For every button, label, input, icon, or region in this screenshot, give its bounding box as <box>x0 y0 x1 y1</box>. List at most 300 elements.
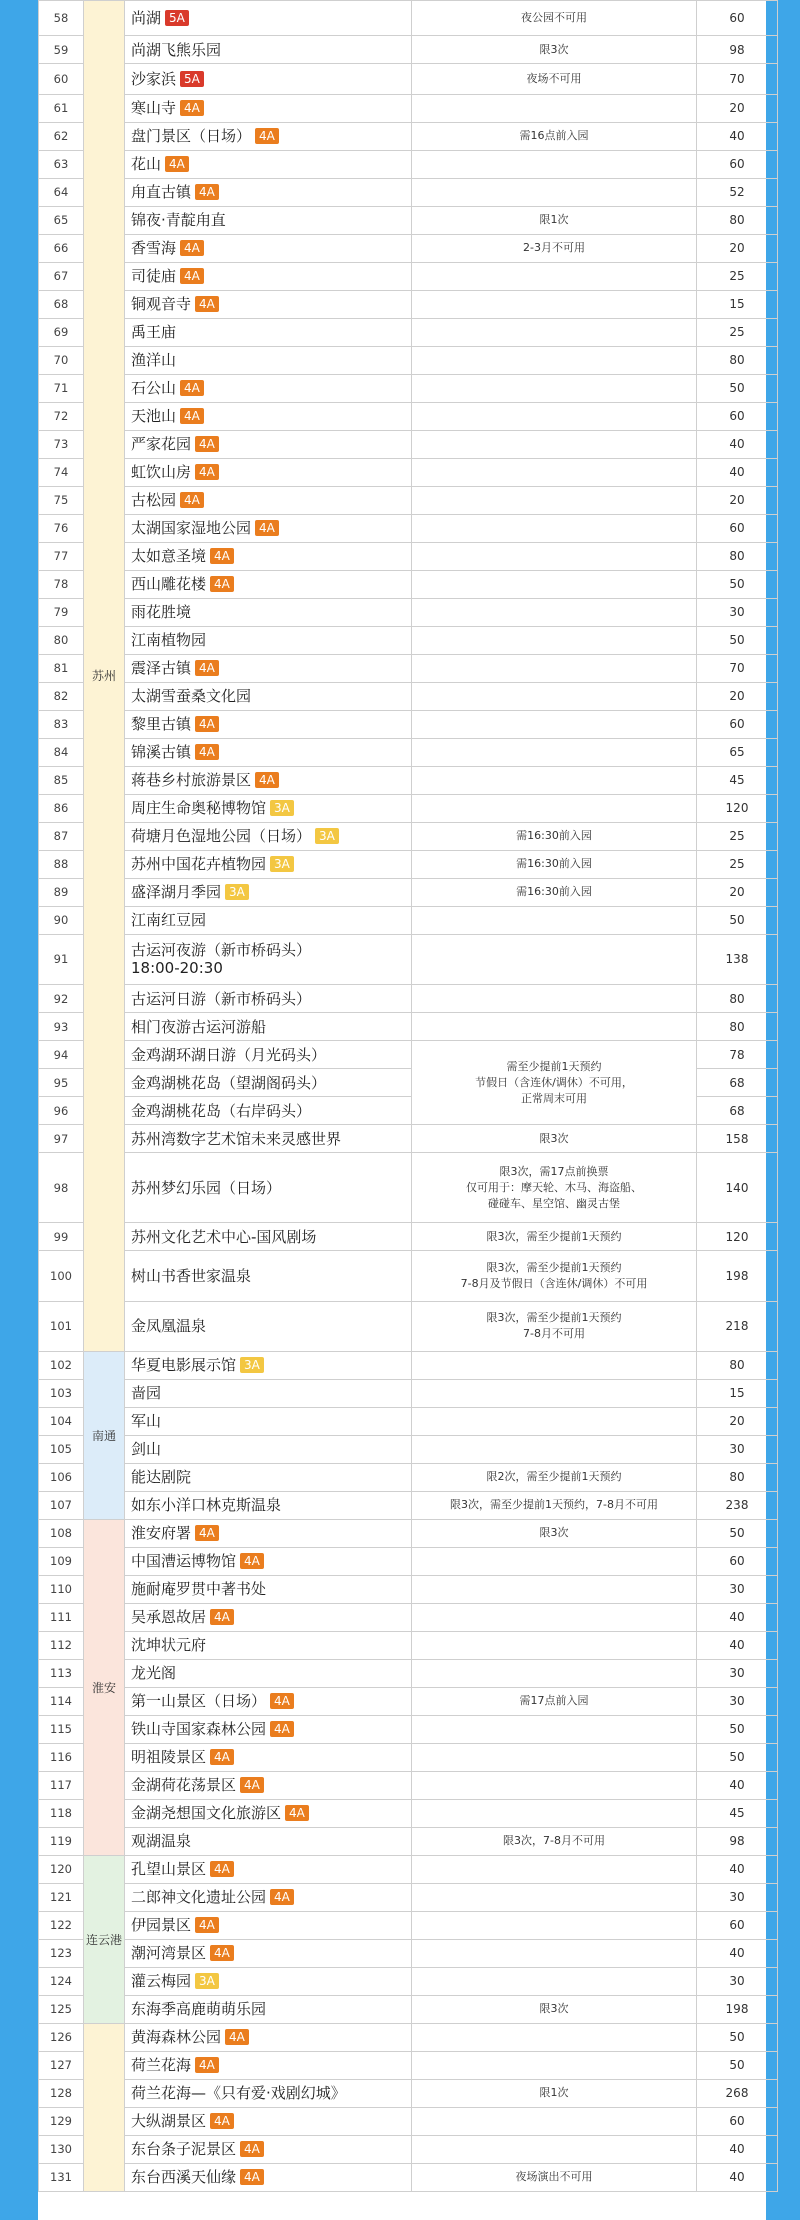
price-cell: 98 <box>697 36 778 64</box>
attraction-name: 金凤凰温泉 <box>131 1317 207 1336</box>
table-row <box>39 1351 778 1379</box>
attraction-name: 孔望山景区 <box>131 1860 207 1879</box>
table-row <box>39 1631 778 1659</box>
price-cell: 15 <box>697 1379 778 1407</box>
table-row <box>39 1939 778 1967</box>
price-cell: 68 <box>697 1097 778 1125</box>
note-cell: 限3次，7-8月不可用 <box>412 1827 697 1855</box>
price-cell: 268 <box>697 2079 778 2107</box>
rating-badge: 4A <box>240 1553 264 1569</box>
row-number: 117 <box>39 1771 84 1799</box>
table-row <box>39 1041 778 1069</box>
row-number: 88 <box>39 850 84 878</box>
rating-badge: 4A <box>255 128 279 144</box>
note-cell: 需16:30前入园 <box>412 822 697 850</box>
row-number: 84 <box>39 738 84 766</box>
row-number: 70 <box>39 346 84 374</box>
row-number: 109 <box>39 1547 84 1575</box>
attraction-name: 荷兰花海—《只有爱·戏剧幻城》 <box>131 2084 346 2103</box>
table-row <box>39 934 778 984</box>
attraction-name-cell <box>125 1883 412 1911</box>
note-cell <box>412 985 697 1013</box>
table-row <box>39 1827 778 1855</box>
note-cell <box>412 906 697 934</box>
attraction-name-cell <box>125 290 412 318</box>
attraction-name: 香雪海 <box>131 239 177 258</box>
attraction-name-cell <box>125 374 412 402</box>
attraction-name: 观湖温泉 <box>131 1832 192 1851</box>
price-cell: 70 <box>697 654 778 682</box>
attraction-name-cell <box>125 1603 412 1631</box>
rating-badge: 4A <box>210 1945 234 1961</box>
attraction-name: 蒋巷乡村旅游景区 <box>131 771 252 790</box>
table-row <box>39 1603 778 1631</box>
attraction-name: 金鸡湖桃花岛（望湖阁码头） <box>131 1073 327 1092</box>
price-cell: 30 <box>697 1883 778 1911</box>
attraction-name-cell <box>125 542 412 570</box>
attraction-name-cell <box>125 710 412 738</box>
attraction-name-cell <box>125 1659 412 1687</box>
price-cell: 80 <box>697 542 778 570</box>
table-row <box>39 1125 778 1153</box>
row-number: 65 <box>39 206 84 234</box>
note-cell <box>412 1799 697 1827</box>
attraction-name: 锦夜·青靛甪直 <box>131 211 226 230</box>
attraction-name: 锦溪古镇 <box>131 743 192 762</box>
table-row <box>39 1771 778 1799</box>
attraction-name-cell <box>125 178 412 206</box>
attraction-name-cell <box>125 1715 412 1743</box>
attraction-name: 寒山寺 <box>131 99 177 118</box>
attraction-name-cell <box>125 1687 412 1715</box>
row-number: 107 <box>39 1491 84 1519</box>
note-cell: 需16:30前入园 <box>412 850 697 878</box>
city-cell <box>84 2023 125 2191</box>
attraction-name-cell <box>125 626 412 654</box>
rating-badge: 4A <box>195 1525 219 1541</box>
attraction-name-cell <box>125 1153 412 1223</box>
table-row <box>39 1659 778 1687</box>
table-row <box>39 906 778 934</box>
attraction-name-cell <box>125 150 412 178</box>
table-row <box>39 1883 778 1911</box>
note-cell <box>412 1659 697 1687</box>
attraction-name: 天池山 <box>131 407 177 426</box>
attraction-name: 啬园 <box>131 1384 162 1403</box>
note-cell: 需至少提前1天预约 节假日（含连休/调休）不可用， 正常周末可用 <box>412 1041 697 1125</box>
price-cell: 60 <box>697 150 778 178</box>
price-cell: 30 <box>697 1659 778 1687</box>
table-row <box>39 794 778 822</box>
row-number: 61 <box>39 94 84 122</box>
attraction-name: 明祖陵景区 <box>131 1748 207 1767</box>
attraction-name-cell <box>125 1407 412 1435</box>
rating-badge: 4A <box>210 576 234 592</box>
row-number: 108 <box>39 1519 84 1547</box>
row-number: 102 <box>39 1351 84 1379</box>
row-number: 96 <box>39 1097 84 1125</box>
note-cell: 限3次，需至少提前1天预约，7-8月不可用 <box>412 1491 697 1519</box>
city-cell: 淮安 <box>84 1519 125 1855</box>
row-number: 80 <box>39 626 84 654</box>
price-cell: 40 <box>697 122 778 150</box>
price-cell: 70 <box>697 64 778 95</box>
attraction-name-cell <box>125 682 412 710</box>
row-number: 112 <box>39 1631 84 1659</box>
attraction-name-cell <box>125 2163 412 2191</box>
attraction-name-cell <box>125 1251 412 1301</box>
attraction-name: 能达剧院 <box>131 1468 192 1487</box>
attraction-name: 太湖雪蚕桑文化园 <box>131 687 252 706</box>
attraction-name-cell <box>125 1223 412 1251</box>
attraction-name: 华夏电影展示馆 <box>131 1356 237 1375</box>
attraction-name-cell <box>125 1301 412 1351</box>
price-cell: 50 <box>697 570 778 598</box>
attraction-name: 二郎神文化遗址公园 <box>131 1888 267 1907</box>
rating-badge: 3A <box>225 884 249 900</box>
price-cell: 40 <box>697 2135 778 2163</box>
attraction-name-cell <box>125 794 412 822</box>
attraction-table <box>38 0 778 2192</box>
price-cell: 25 <box>697 822 778 850</box>
note-cell: 限3次，需至少提前1天预约 7-8月及节假日（含连休/调休）不可用 <box>412 1251 697 1301</box>
attraction-name-cell <box>125 2079 412 2107</box>
price-cell: 50 <box>697 626 778 654</box>
attraction-name-cell <box>125 346 412 374</box>
attraction-name-cell <box>125 934 412 984</box>
price-cell: 80 <box>697 1463 778 1491</box>
row-number: 127 <box>39 2051 84 2079</box>
attraction-name-cell <box>125 570 412 598</box>
table-row <box>39 1491 778 1519</box>
price-cell: 52 <box>697 178 778 206</box>
note-cell: 限3次，需至少提前1天预约 7-8月不可用 <box>412 1301 697 1351</box>
attraction-name: 司徒庙 <box>131 267 177 286</box>
attraction-name: 黄海森林公园 <box>131 2028 222 2047</box>
row-number: 130 <box>39 2135 84 2163</box>
attraction-name-cell <box>125 1631 412 1659</box>
note-cell: 需17点前入园 <box>412 1687 697 1715</box>
note-cell <box>412 1547 697 1575</box>
row-number: 129 <box>39 2107 84 2135</box>
attraction-name: 盘门景区（日场） <box>131 127 252 146</box>
row-number: 118 <box>39 1799 84 1827</box>
table-row <box>39 2163 778 2191</box>
table-row <box>39 346 778 374</box>
rating-badge: 3A <box>270 856 294 872</box>
table-row <box>39 1967 778 1995</box>
table-row <box>39 2023 778 2051</box>
attraction-name-cell <box>125 654 412 682</box>
note-cell <box>412 2135 697 2163</box>
note-cell: 需16:30前入园 <box>412 878 697 906</box>
price-cell: 40 <box>697 1855 778 1883</box>
price-cell: 80 <box>697 1013 778 1041</box>
row-number: 90 <box>39 906 84 934</box>
price-cell: 20 <box>697 878 778 906</box>
attraction-name-cell <box>125 1351 412 1379</box>
row-number: 111 <box>39 1603 84 1631</box>
attraction-name-cell <box>125 1519 412 1547</box>
attraction-name-cell <box>125 1097 412 1125</box>
price-cell: 50 <box>697 2023 778 2051</box>
table-row <box>39 1463 778 1491</box>
attraction-name-cell <box>125 1491 412 1519</box>
price-cell: 78 <box>697 1041 778 1069</box>
note-cell <box>412 2023 697 2051</box>
attraction-name: 剑山 <box>131 1440 162 1459</box>
row-number: 110 <box>39 1575 84 1603</box>
attraction-name-cell <box>125 1827 412 1855</box>
price-cell: 20 <box>697 1407 778 1435</box>
note-cell: 限3次 <box>412 36 697 64</box>
table-row <box>39 1407 778 1435</box>
rating-badge: 4A <box>210 1749 234 1765</box>
row-number: 81 <box>39 654 84 682</box>
row-number: 93 <box>39 1013 84 1041</box>
attraction-name: 吴承恩故居 <box>131 1608 207 1627</box>
note-cell <box>412 486 697 514</box>
note-cell: 限1次 <box>412 206 697 234</box>
attraction-name: 禹王庙 <box>131 323 177 342</box>
row-number: 116 <box>39 1743 84 1771</box>
note-cell <box>412 262 697 290</box>
price-cell: 60 <box>697 402 778 430</box>
rating-badge: 4A <box>195 2057 219 2073</box>
attraction-name: 古松园 <box>131 491 177 510</box>
table-row <box>39 430 778 458</box>
attraction-name: 沈坤状元府 <box>131 1636 207 1655</box>
price-cell: 45 <box>697 766 778 794</box>
price-cell: 80 <box>697 206 778 234</box>
note-cell <box>412 1939 697 1967</box>
attraction-name: 如东小洋口林克斯温泉 <box>131 1496 282 1515</box>
row-number: 103 <box>39 1379 84 1407</box>
row-number: 62 <box>39 122 84 150</box>
attraction-name-cell <box>125 262 412 290</box>
price-cell: 20 <box>697 234 778 262</box>
price-cell: 20 <box>697 486 778 514</box>
city-cell: 南通 <box>84 1351 125 1519</box>
rating-badge: 4A <box>195 436 219 452</box>
attraction-name: 金鸡湖桃花岛（右岸码头） <box>131 1101 312 1120</box>
table-row <box>39 598 778 626</box>
attraction-name: 铁山寺国家森林公园 <box>131 1720 267 1739</box>
note-cell: 限3次，需至少提前1天预约 <box>412 1223 697 1251</box>
attraction-name: 严家花园 <box>131 435 192 454</box>
table-row <box>39 1223 778 1251</box>
row-number: 114 <box>39 1687 84 1715</box>
table-row <box>39 290 778 318</box>
price-cell: 50 <box>697 374 778 402</box>
row-number: 82 <box>39 682 84 710</box>
note-cell <box>412 178 697 206</box>
row-number: 83 <box>39 710 84 738</box>
attraction-name-cell <box>125 598 412 626</box>
table-row <box>39 1715 778 1743</box>
row-number: 122 <box>39 1911 84 1939</box>
note-cell <box>412 1771 697 1799</box>
note-cell <box>412 402 697 430</box>
row-number: 68 <box>39 290 84 318</box>
attraction-name: 荷兰花海 <box>131 2056 192 2075</box>
attraction-name: 苏州中国花卉植物园 <box>131 855 267 874</box>
row-number: 123 <box>39 1939 84 1967</box>
table-row <box>39 766 778 794</box>
row-number: 59 <box>39 36 84 64</box>
note-cell <box>412 1715 697 1743</box>
table-row <box>39 178 778 206</box>
attraction-name-cell <box>125 1771 412 1799</box>
rating-badge: 4A <box>195 1917 219 1933</box>
row-number: 99 <box>39 1223 84 1251</box>
rating-badge: 4A <box>285 1805 309 1821</box>
attraction-name: 苏州文化艺术中心-国风剧场 <box>131 1227 317 1246</box>
rating-badge: 4A <box>210 2113 234 2129</box>
row-number: 128 <box>39 2079 84 2107</box>
table-row <box>39 710 778 738</box>
price-cell: 68 <box>697 1069 778 1097</box>
note-cell: 2-3月不可用 <box>412 234 697 262</box>
table-row <box>39 2107 778 2135</box>
rating-badge: 4A <box>225 2029 249 2045</box>
row-number: 121 <box>39 1883 84 1911</box>
attraction-name: 潮河湾景区 <box>131 1944 207 1963</box>
attraction-name-cell <box>125 94 412 122</box>
note-cell: 夜场不可用 <box>412 64 697 95</box>
rating-badge: 3A <box>195 1973 219 1989</box>
attraction-name: 东台西溪天仙缘 <box>131 2168 237 2187</box>
table-row <box>39 122 778 150</box>
table-row <box>39 318 778 346</box>
attraction-name-cell <box>125 1379 412 1407</box>
attraction-name-cell <box>125 1013 412 1041</box>
table-row <box>39 402 778 430</box>
attraction-name: 金湖荷花荡景区 <box>131 1776 237 1795</box>
rating-badge: 4A <box>255 772 279 788</box>
price-cell: 30 <box>697 1435 778 1463</box>
attraction-name-cell <box>125 1799 412 1827</box>
table-row <box>39 2079 778 2107</box>
attraction-name-cell <box>125 1435 412 1463</box>
table-row <box>39 36 778 64</box>
attraction-name-cell <box>125 1911 412 1939</box>
attraction-name-cell <box>125 1743 412 1771</box>
attraction-name: 相门夜游古运河游船 <box>131 1017 267 1036</box>
row-number: 75 <box>39 486 84 514</box>
table-row <box>39 1379 778 1407</box>
price-cell: 40 <box>697 1939 778 1967</box>
price-cell: 30 <box>697 1967 778 1995</box>
row-number: 66 <box>39 234 84 262</box>
note-cell <box>412 1603 697 1631</box>
price-cell: 138 <box>697 934 778 984</box>
table-row <box>39 1547 778 1575</box>
note-cell <box>412 598 697 626</box>
rating-badge: 4A <box>180 240 204 256</box>
table-row <box>39 1995 778 2023</box>
price-cell: 40 <box>697 1631 778 1659</box>
table-row <box>39 374 778 402</box>
attraction-name-cell <box>125 486 412 514</box>
table-row <box>39 94 778 122</box>
price-cell: 120 <box>697 794 778 822</box>
note-cell: 夜公园不可用 <box>412 1 697 36</box>
price-cell: 50 <box>697 2051 778 2079</box>
table-row <box>39 2135 778 2163</box>
attraction-name: 中国漕运博物馆 <box>131 1552 237 1571</box>
note-cell <box>412 1967 697 1995</box>
attraction-name: 树山书香世家温泉 <box>131 1266 252 1285</box>
attraction-name-cell <box>125 738 412 766</box>
rating-badge: 4A <box>180 268 204 284</box>
price-cell: 45 <box>697 1799 778 1827</box>
row-number: 72 <box>39 402 84 430</box>
row-number: 119 <box>39 1827 84 1855</box>
attraction-name: 黎里古镇 <box>131 715 192 734</box>
rating-badge: 4A <box>255 520 279 536</box>
note-cell <box>412 318 697 346</box>
row-number: 94 <box>39 1041 84 1069</box>
price-cell: 15 <box>697 290 778 318</box>
price-cell: 40 <box>697 1603 778 1631</box>
note-cell <box>412 766 697 794</box>
rating-badge: 4A <box>195 716 219 732</box>
price-cell: 25 <box>697 318 778 346</box>
note-cell <box>412 514 697 542</box>
note-cell <box>412 1883 697 1911</box>
price-cell: 30 <box>697 598 778 626</box>
note-cell: 限3次 <box>412 1125 697 1153</box>
note-cell <box>412 682 697 710</box>
note-cell: 限3次 <box>412 1995 697 2023</box>
note-cell <box>412 1855 697 1883</box>
note-cell <box>412 458 697 486</box>
table-row <box>39 626 778 654</box>
rating-badge: 4A <box>210 1861 234 1877</box>
attraction-name-cell <box>125 122 412 150</box>
row-number: 85 <box>39 766 84 794</box>
note-cell: 夜场演出不可用 <box>412 2163 697 2191</box>
price-cell: 30 <box>697 1575 778 1603</box>
row-number: 60 <box>39 64 84 95</box>
table-row <box>39 738 778 766</box>
note-cell: 限3次，需17点前换票 仅可用于：摩天轮、木马、海盗船、 碰碰车、星空馆、幽灵古堡 <box>412 1153 697 1223</box>
attraction-name: 沙家浜 <box>131 69 177 88</box>
note-cell <box>412 374 697 402</box>
attraction-name-cell <box>125 822 412 850</box>
note-cell <box>412 542 697 570</box>
attraction-name-cell <box>125 878 412 906</box>
note-cell <box>412 1911 697 1939</box>
rating-badge: 3A <box>315 828 339 844</box>
price-cell: 50 <box>697 1715 778 1743</box>
note-cell: 需16点前入园 <box>412 122 697 150</box>
note-cell <box>412 290 697 318</box>
attraction-name: 东海季高鹿萌萌乐园 <box>131 2000 267 2019</box>
table-row <box>39 1153 778 1223</box>
attraction-name-cell <box>125 318 412 346</box>
attraction-name-cell <box>125 458 412 486</box>
row-number: 63 <box>39 150 84 178</box>
note-cell <box>412 1351 697 1379</box>
table-row <box>39 150 778 178</box>
attraction-name-cell <box>125 206 412 234</box>
price-cell: 40 <box>697 2163 778 2191</box>
price-cell: 60 <box>697 1911 778 1939</box>
price-cell: 98 <box>697 1827 778 1855</box>
price-cell: 50 <box>697 1743 778 1771</box>
